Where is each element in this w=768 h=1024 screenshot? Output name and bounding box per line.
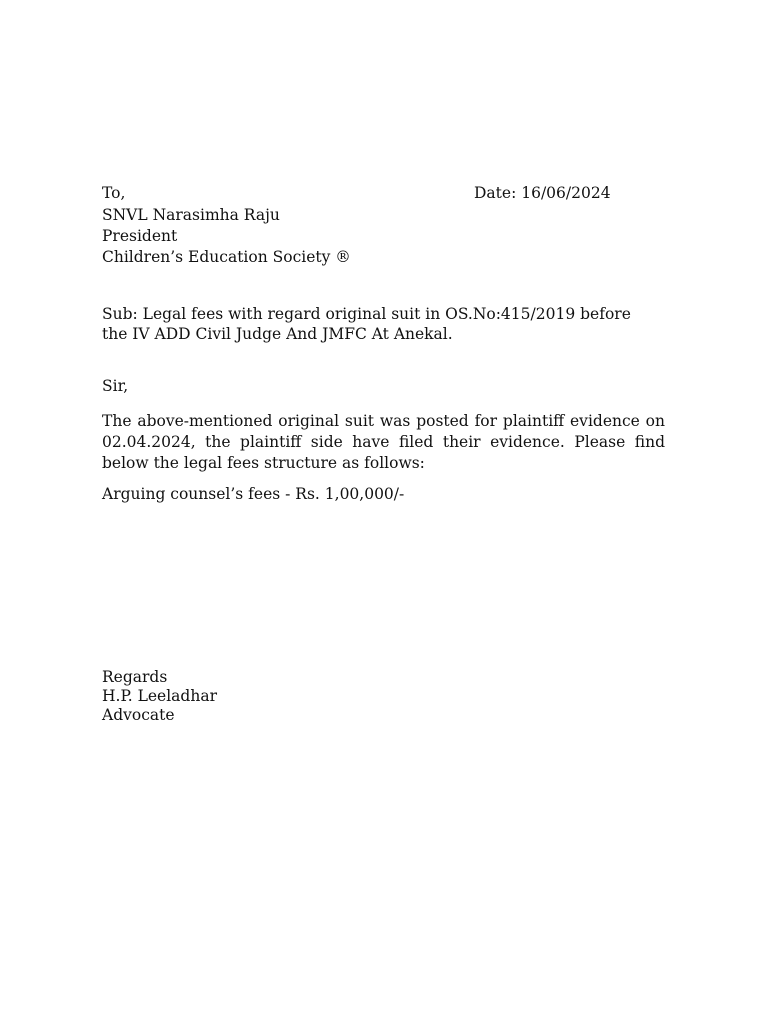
- to-label: To,: [102, 184, 126, 202]
- recipient-title: President: [102, 227, 178, 245]
- recipient-organization: Children’s Education Society ®: [102, 248, 351, 266]
- closing: Regards: [102, 668, 168, 686]
- subject-line-1: Sub: Legal fees with regard original suit in OS.No:415/2019 before: [102, 305, 631, 323]
- subject-line-2: the IV ADD Civil Judge And JMFC At Anekal.: [102, 325, 453, 343]
- recipient-name: SNVL Narasimha Raju: [102, 206, 280, 224]
- signatory-name: H.P. Leeladhar: [102, 687, 217, 705]
- body-paragraph: The above-mentioned original suit was posted for plaintiff evidence on 02.04.2024, the plaintiff side have filed their evidence. Please find below the legal fees structure as follows:: [102, 412, 665, 472]
- fee-line: Arguing counsel’s fees - Rs. 1,00,000/-: [102, 485, 405, 503]
- letter-date: Date: 16/06/2024: [474, 184, 611, 202]
- signatory-title: Advocate: [102, 706, 175, 724]
- greeting: Sir,: [102, 377, 129, 395]
